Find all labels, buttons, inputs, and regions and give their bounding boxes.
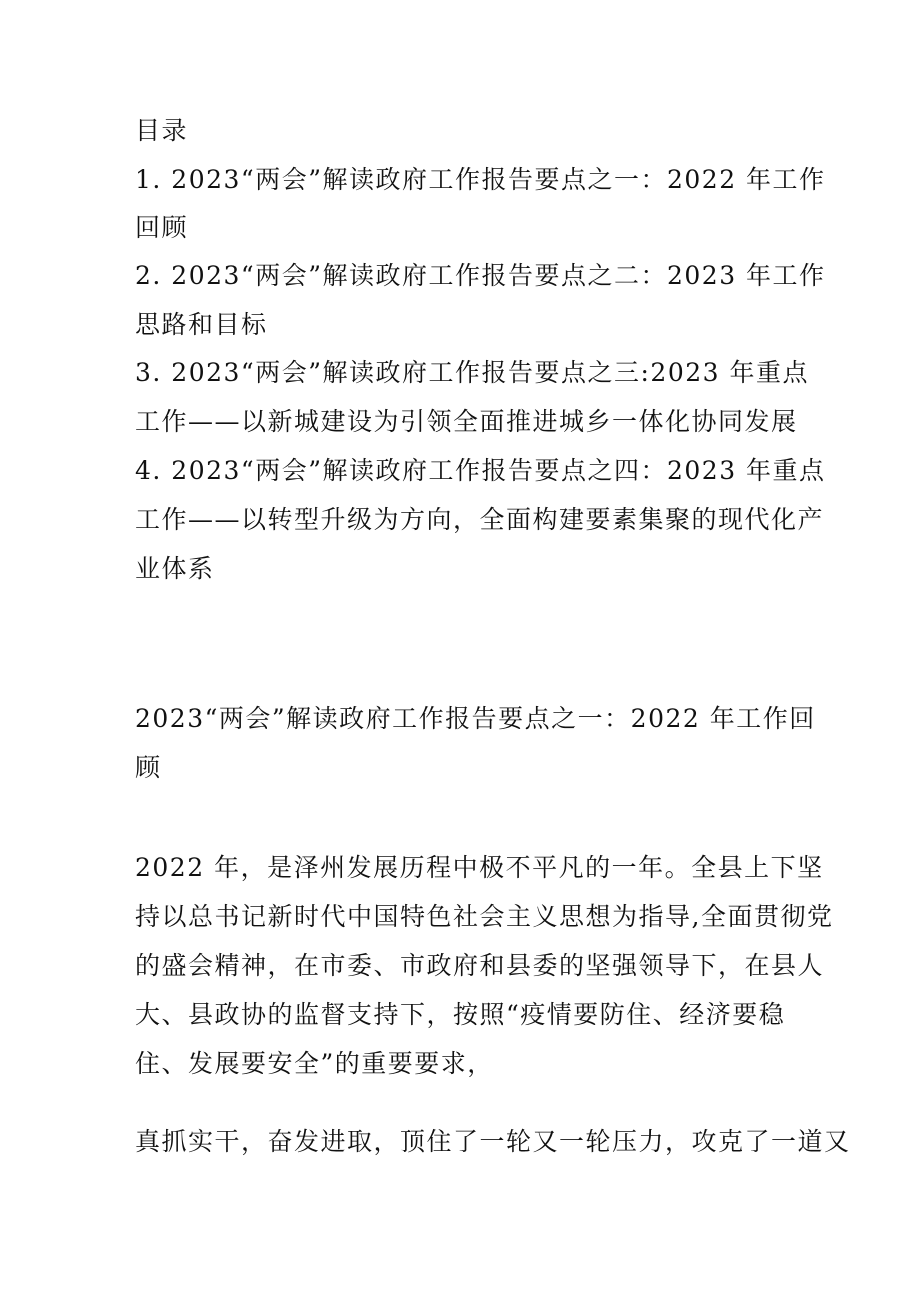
toc-item-2-line-1: 2. 2023“两会”解读政府工作报告要点之二：2023 年工作: [135, 261, 826, 290]
toc-item-4-line-3: 业体系: [135, 554, 215, 583]
toc-title: 目录: [135, 116, 189, 145]
paragraph-1-line-2: 持以总书记新时代中国特色社会主义思想为指导,全面贯彻党: [135, 902, 834, 931]
section-heading-line-1: 2023“两会”解读政府工作报告要点之一：2022 年工作回: [135, 704, 816, 733]
toc-item-4-line-2: 工作——以转型升级为方向，全面构建要素集聚的现代化产: [135, 505, 825, 534]
toc-item-1-line-2: 回顾: [135, 213, 189, 242]
toc-item-3-line-1: 3. 2023“两会”解读政府工作报告要点之三:2023 年重点: [135, 358, 809, 387]
toc-item-3-line-2: 工作——以新城建设为引领全面推进城乡一体化协同发展: [135, 407, 798, 436]
toc-item-2-line-2: 思路和目标: [135, 310, 268, 339]
paragraph-1-line-3: 的盛会精神，在市委、市政府和县委的坚强领导下，在县人: [135, 951, 825, 980]
paragraph-1-line-1: 2022 年，是泽州发展历程中极不平凡的一年。全县上下坚: [135, 853, 824, 882]
toc-item-1-line-1: 1. 2023“两会”解读政府工作报告要点之一：2022 年工作: [135, 165, 826, 194]
paragraph-1-line-5: 住、发展要安全”的重要要求，: [135, 1049, 494, 1078]
section-heading-line-2: 顾: [135, 753, 162, 782]
toc-item-4-line-1: 4. 2023“两会”解读政府工作报告要点之四：2023 年重点: [135, 456, 826, 485]
paragraph-2-line-1: 真抓实干，奋发进取，顶住了一轮又一轮压力，攻克了一道又: [135, 1127, 851, 1156]
paragraph-1-line-4: 大、县政协的监督支持下，按照“疫情要防住、经济要稳: [135, 1000, 786, 1029]
